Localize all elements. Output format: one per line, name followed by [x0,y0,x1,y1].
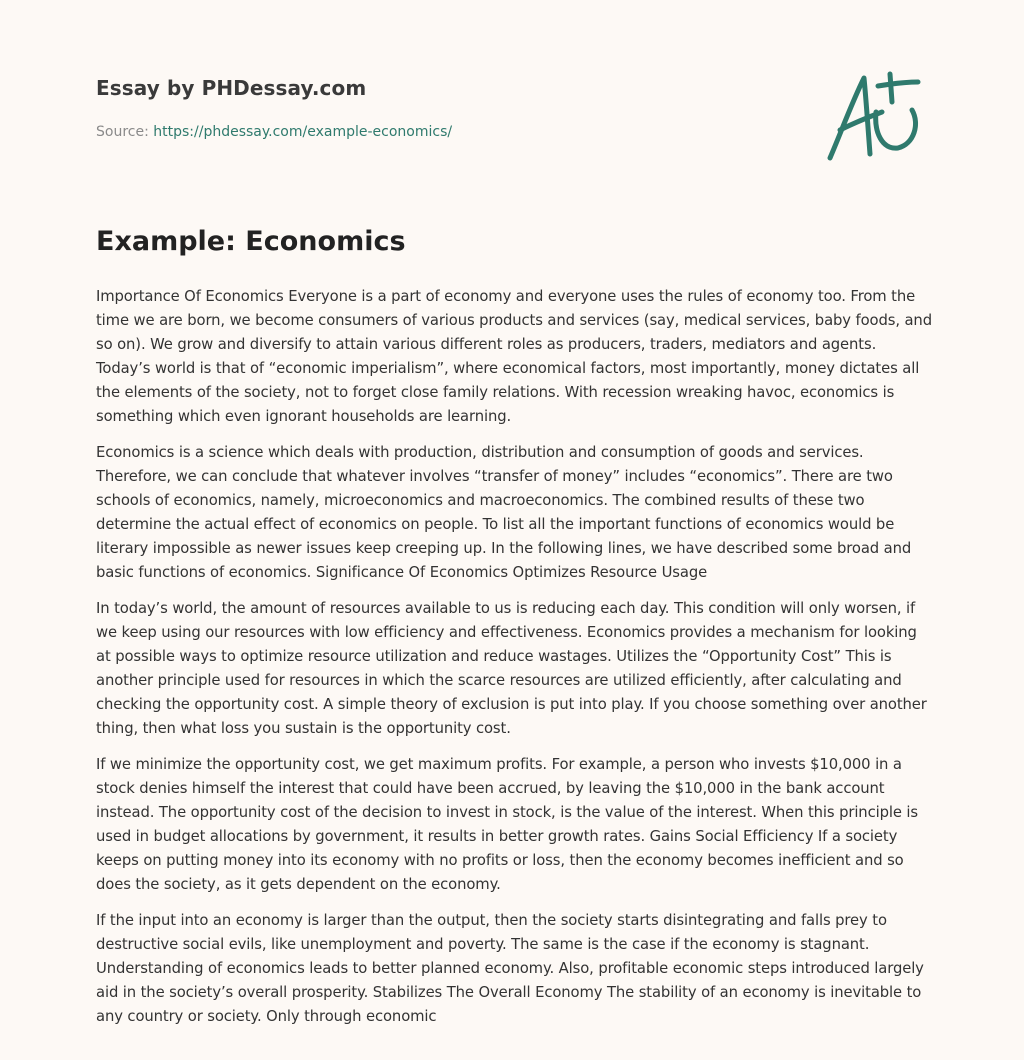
essay-paragraph: Importance Of Economics Everyone is a part of economy and everyone uses the rules of economy too. From the time we are born, we become consumers of various products and services (say, medical services, baby foods, and so on). We grow and diversify to attain various different roles as producers, traders, mediators and agents. Today’s world is that of “economic imperialism”, where economical factors, most importantly, money dictates all the elements of the society, not to forget close family relations. With recession wreaking havoc, economics is something which even ignorant households are learning. [96,288,932,425]
source-line [96,124,452,140]
essay-paragraph: In today’s world, the amount of resources available to us is reducing each day. This condition will only worsen, if we keep using our resources with low efficiency and effectiveness. Economics provides a mechanism for looking at possible ways to optimize resource utilization and reduce wastages. Utilizes the “Opportunity Cost” This is another principle used for resources in which the scarce resources are utilized efficiently, after calculating and checking the opportunity cost. A simple theory of exclusion is put into play. If you choose something over another thing, then what loss you sustain is the opportunity cost. [96,600,927,737]
essay-paragraph: If the input into an economy is larger than the output, then the society starts disintegrating and falls prey to destructive social evils, like unemployment and poverty. The same is the case if the economy is stagnant. Understanding of economics leads to better planned economy. Also, profitable economic steps introduced largely aid in the society’s overall prosperity. Stabilizes The Overall Economy The stability of an economy is inevitable to any country or society. Only through economic [96,912,924,1025]
source-label: Source: [96,124,154,140]
site-title: Essay by PHDessay.com [96,76,367,100]
source-link[interactable]: https://phdessay.com/example-economics/ [153,124,453,140]
essay-paragraph: If we minimize the opportunity cost, we get maximum profits. For example, a person who invests $10,000 in a stock denies himself the interest that could have been accrued, by leaving the $10,000 in the bank account instead. The opportunity cost of the decision to invest in stock, is the value of the interest. When this principle is used in budget allocations by government, it results in better growth rates. Gains Social Efficiency If a society keeps on putting money into its economy with no profits or loss, then the economy becomes inefficient and so does the society, as it gets dependent on the economy. [96,756,918,893]
essay-paragraph: Economics is a science which deals with production, distribution and consumption of goods and services. Therefore, we can conclude that whatever involves “transfer of money” includes “economics”. There are two schools of economics, namely, microeconomics and macroeconomics. The combined results of these two determine the actual effect of economics on people. To list all the important functions of economics would be literary impossible as newer issues keep creeping up. In the following lines, we have described some broad and basic functions of economics. Significance Of Economics Optimizes Resource Usage [96,444,912,581]
essay-title: Example: Economics [96,226,406,257]
essay-body [96,285,932,1041]
a-plus-logo-icon [824,68,924,164]
